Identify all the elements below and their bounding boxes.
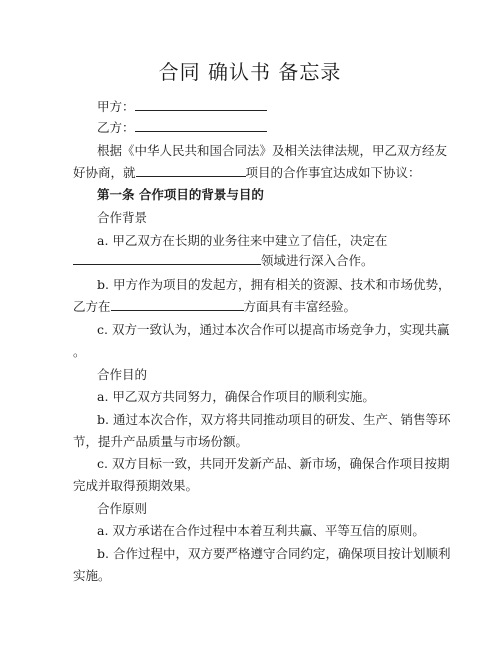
field-blank <box>73 252 261 265</box>
purpose-a-line-1: a. 甲乙双方共同努力，确保合作项目的顺利实施。 <box>97 389 375 404</box>
background-b-line-2-post: 方面具有丰富经验。 <box>243 299 357 314</box>
party-a-line <box>97 97 267 115</box>
party-b-line <box>97 118 267 136</box>
purpose-c-line-2: 完成并取得预期效果。 <box>73 478 199 493</box>
intro-line-2 <box>73 163 421 181</box>
purpose-b-line-2: 节，提升产品质量与市场份额。 <box>73 434 249 449</box>
background-a-line-2 <box>73 251 374 269</box>
background-a-line-2-post: 领域进行深入合作。 <box>261 253 374 268</box>
principle-b-line-1: b. 合作过程中，双方要严格遵守合同约定，确保项目按计划顺利 <box>97 546 451 561</box>
party-b-blank <box>135 119 267 132</box>
purpose-label: 合作目的 <box>97 367 148 382</box>
purpose-c-line-1: c. 双方目标一致，共同开发新产品、新市场，确保合作项目按期 <box>97 456 450 471</box>
party-a-label: 甲方： <box>97 99 135 114</box>
party-b-label: 乙方： <box>97 120 135 135</box>
background-a-line-1: a. 甲乙双方在长期的业务往来中建立了信任，决定在 <box>97 233 388 248</box>
intro-line-2-post: 项目的合作事宜达成如下协议： <box>245 165 421 180</box>
expertise-blank <box>111 298 244 311</box>
purpose-b-line-1: b. 通过本次合作，双方将共同推动项目的研发、生产、销售等环 <box>97 412 451 427</box>
article-1-heading: 第一条 合作项目的背景与目的 <box>97 187 264 202</box>
background-c-line-2: 。 <box>73 344 86 359</box>
intro-line-1: 根据《中华人民共和国合同法》及相关法律法规，甲乙双方经友 <box>97 143 448 158</box>
principle-b-line-2: 实施。 <box>73 568 111 583</box>
project-name-blank <box>136 164 246 177</box>
background-b-line-2 <box>73 297 356 315</box>
background-b-line-2-pre: 乙方在 <box>73 299 111 314</box>
background-label: 合作背景 <box>97 210 148 225</box>
background-b-line-1: b. 甲方作为项目的发起方，拥有相关的资源、技术和市场优势， <box>97 277 451 292</box>
principle-label: 合作原则 <box>97 501 148 516</box>
document-title: 合同 确认书 备忘录 <box>158 60 342 84</box>
intro-line-2-pre: 好协商，就 <box>73 165 136 180</box>
party-a-blank <box>135 98 267 111</box>
principle-a-line-1: a. 双方承诺在合作过程中本着互利共赢、平等互信的原则。 <box>97 523 425 538</box>
background-c-line-1: c. 双方一致认为，通过本次合作可以提高市场竞争力，实现共赢 <box>97 322 450 337</box>
